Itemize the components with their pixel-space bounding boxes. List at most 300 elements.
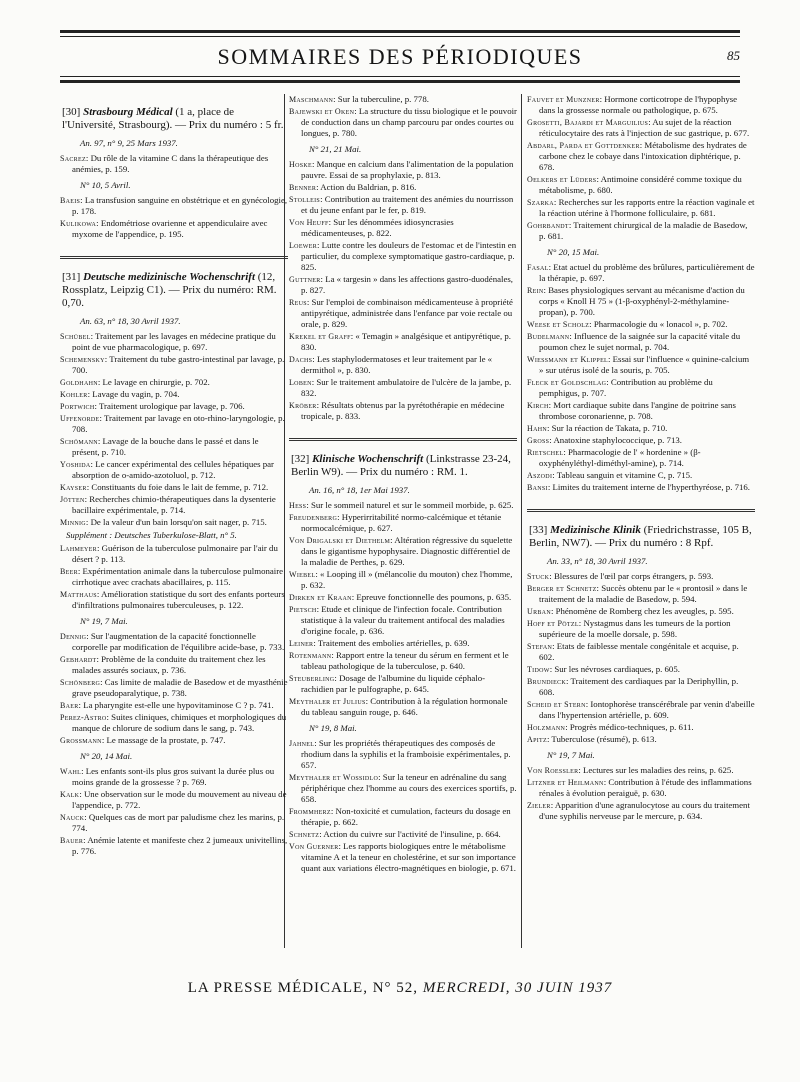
article-title: : Dosage de l'albumine du liquide céphalo-rachidien par le pulfographe, p. 645.	[301, 673, 486, 694]
author: Scheid et Stern	[527, 700, 586, 709]
author: Goldhahn	[60, 378, 98, 387]
article-title: : Endométriose ovarienne et appendiculaire avec myxome de l'appendice, p. 195.	[72, 218, 268, 239]
article-title: : Les enfants sont-ils plus gros suivant la durée plus ou moins grande de la grossesse ? p. 769.	[72, 766, 275, 787]
article-entry	[60, 401, 288, 412]
article-title: : Traitement du tube gastro-intestinal par lavage, p. 700.	[72, 354, 285, 375]
article-title: : Succès obtenu par le « prontosil » dans le traitement de la maladie de Basedow, p. 594.	[539, 583, 748, 604]
article-entry	[289, 106, 517, 139]
author: Yoshida	[60, 460, 91, 469]
author: Von Drigalski et Diethelm	[289, 536, 391, 545]
author: Schübel	[60, 332, 91, 341]
author: Gross	[527, 436, 550, 445]
journal-heading	[527, 524, 755, 550]
author: Dennig	[60, 632, 87, 641]
author: Budelmann	[527, 332, 570, 341]
article-title: : Bases physiologiques servant au mécanisme d'action du corps « Knoll H 75 » (1-β-oxyphényl-2-méthylamine-propan), p. 700.	[539, 285, 745, 317]
author: Perez-Astro	[60, 713, 107, 722]
article-title: : Etats de faiblesse mentale congénitale et acquise, p. 602.	[539, 641, 739, 662]
journal-info: (12, Rossplatz, Leipzig C1). — Prix du numéro: RM. 0,70.	[62, 271, 277, 309]
author: Bauer	[60, 836, 84, 845]
article-title: : Contribution à la régulation hormonale du tableau sanguin rouge, p. 646.	[301, 696, 508, 717]
author: Maschmann	[289, 95, 334, 104]
journal-heading	[60, 271, 288, 310]
article-title: : Sur les névroses cardiaques, p. 605.	[549, 664, 680, 674]
article-title: : Expérimentation animale dans la tuberculose pulmonaire cirrhotique avec crachats abacillaires, p. 115.	[72, 566, 284, 587]
journal-name: Medizinische Klinik	[550, 524, 641, 536]
author: Hess	[289, 501, 307, 510]
footer-journal: LA PRESSE MÉDICALE, N° 52,	[187, 980, 419, 996]
article-entry	[527, 140, 755, 173]
article-title: : Du rôle de la vitamine C dans la thérapeutique des anémies, p. 159.	[72, 153, 269, 174]
page-number: 85	[727, 48, 740, 63]
article-title: : Guérison de la tuberculose pulmonaire par l'air du désert ? p. 113.	[72, 543, 278, 564]
article-title: : Action du Baldrian, p. 816.	[316, 182, 417, 192]
article-entry	[60, 735, 288, 746]
header-rule-top	[60, 30, 740, 33]
article-title: : Le massage de la prostate, p. 747.	[101, 735, 226, 745]
author: Oelkers et Lüders	[527, 175, 597, 184]
author: Schnetz	[289, 830, 320, 839]
article-title: : La structure du tissu biologique et le pouvoir de conduction dans un champ parcouru par ondes courtes ou longues, p. 780.	[301, 106, 517, 138]
article-title: : Etude et clinique de l'infection focale. Contribution statistique à la valeur du traitement antifocal des maladies d'origine focale, p. 636.	[301, 604, 505, 636]
column-divider	[521, 94, 522, 948]
author: Rotenmann	[289, 651, 332, 660]
article-title: : Sur l'emploi de combinaison médicamenteuse à propriété antipyrétique, administrée dans l'enfance par voie rectale ou orale, p. 829.	[301, 297, 513, 329]
article-entry	[289, 377, 517, 399]
issue-date: An. 16, n° 18, 1er Mai 1937.	[309, 485, 410, 495]
author: Fauvet et Munzner	[527, 95, 600, 104]
article-title: : Hyperirritabilité normo-calcémique et tétanie normocalcémique, p. 627.	[301, 512, 502, 533]
article-title: : Contribution au traitement des anémies du nourrisson et du jeune enfant par le fer, p. 819.	[301, 194, 514, 215]
article-entry	[527, 676, 755, 698]
author: Apitz	[527, 735, 547, 744]
article-entry	[289, 738, 517, 771]
article-title: : Limites du traitement interne de l'hyperthyréose, p. 716.	[547, 482, 750, 492]
article-entry	[60, 677, 288, 699]
article-entry	[527, 423, 755, 434]
column-1	[60, 94, 288, 858]
article-title: : Lectures sur les maladies des reins, p. 625.	[578, 765, 734, 775]
article-title: : Action du cuivre sur l'activité de l'insuline, p. 664.	[319, 829, 501, 839]
author: Schömann	[60, 437, 98, 446]
article-entry	[60, 812, 288, 834]
article-entry	[60, 517, 288, 528]
article-title: : Mort cardiaque subite dans l'angine de poitrine sans thrombose coronarienne, p. 708.	[539, 400, 736, 421]
article-entry	[527, 765, 755, 776]
author: Reus	[289, 298, 307, 307]
author: Rein	[527, 286, 544, 295]
author: Stefan	[527, 642, 553, 651]
article-title: : Epreuve fonctionnelle des poumons, p. 635.	[351, 592, 512, 602]
author: Meythaler et Julius	[289, 697, 366, 706]
header-rule-bottom	[60, 76, 740, 77]
article-title: : Les rapports biologiques entre le métabolisme vitamine A et la teneur en cholestérine, et sur son importance quant aux variations électro-magnétiques en biologie, p. 671.	[301, 841, 516, 873]
journal-name: Strasbourg Médical	[83, 106, 173, 118]
journal-heading	[60, 106, 288, 132]
article-title: : Antimoine considéré comme toxique du métabolisme, p. 680.	[539, 174, 742, 195]
article-title: : Sur le sommeil naturel et sur le sommeil morbide, p. 625.	[306, 500, 514, 510]
issue-date: An. 97, n° 9, 25 Mars 1937.	[80, 138, 178, 148]
author: Fleck et Goldschlag	[527, 378, 607, 387]
article-entry	[527, 606, 755, 617]
article-entry	[527, 447, 755, 469]
author: Meythaler et Wossidlo	[289, 773, 379, 782]
article-entry	[60, 354, 288, 376]
author: Schönberg	[60, 678, 101, 687]
article-entry	[527, 435, 755, 446]
author: Kirch	[527, 401, 549, 410]
author: Leiner	[289, 639, 314, 648]
article-title: : Iontophorèse transcérébrale par venin d'abeille dans l'hypertension artérielle, p. 609.	[539, 699, 755, 720]
article-title: : Hormone corticotrope de l'hypophyse dans la grossesse normale ou pathologique, p. 675.	[539, 94, 738, 115]
journal-info: (1 a, place de l'Université, Strasbourg). — Prix du numéro : 5 fr.	[62, 106, 284, 131]
article-title: : « Temagin » analgésique et antipyrétique, p. 830.	[301, 331, 511, 352]
author: Benner	[289, 183, 317, 192]
author: Uffenorde	[60, 414, 100, 423]
article-entry	[289, 500, 517, 511]
author: Baeis	[60, 196, 81, 205]
article-title: : Traitement par lavage en oto-rhino-laryngologie, p. 708.	[72, 413, 285, 434]
article-title: : Le cancer expérimental des cellules hépatiques par absorption de o-amido-azotoluol, p. 712.	[72, 459, 274, 480]
article-entry	[289, 569, 517, 591]
author: Kröber	[289, 401, 317, 410]
article-title: : Tuberculose (résumé), p. 613.	[546, 734, 657, 744]
article-entry	[289, 638, 517, 649]
author: Kayser	[60, 483, 87, 492]
article-entry	[289, 696, 517, 718]
article-title: : Lutte contre les douleurs de l'estomac et de l'intestin en particulier, du complexe symptomatique gastro-cardiaque, p. 825.	[301, 240, 517, 272]
issue-date: N° 20, 14 Mai.	[80, 751, 133, 761]
article-entry	[289, 182, 517, 193]
author: Freudenberg	[289, 513, 338, 522]
journal-number: [32]	[291, 453, 310, 465]
article-title: : Sur l'augmentation de la capacité fonctionnelle corporelle par modification de l'équilibre acide-base, p. 733.	[72, 631, 285, 652]
article-entry	[527, 262, 755, 284]
author: Pietsch	[289, 605, 317, 614]
article-entry	[60, 589, 288, 611]
author: Minnig	[60, 518, 86, 527]
article-entry	[527, 734, 755, 745]
article-title: : Pharmacologie de l' « hordenine » (β-oxyphényléthyl-diméthyl-amine), p. 714.	[539, 447, 701, 468]
article-title: : Au sujet de la réaction réticulocytaire des rats à l'injection de suc gastrique, p. 677.	[539, 117, 750, 138]
article-title: : Amélioration statistique du sort des enfants porteurs d'infiltrations pulmonaires tuberculeuses, p. 122.	[72, 589, 285, 610]
author: Abdarl, Parda et Gottdenker	[527, 141, 640, 150]
article-title: : Recherches chimio-thérapeutiques dans la dysenterie bacillaire expérimentale, p. 714.	[72, 494, 276, 515]
author: Fasal	[527, 263, 549, 272]
author: Kalk	[60, 790, 80, 799]
article-entry	[60, 700, 288, 711]
author: Gebhardt	[60, 655, 97, 664]
author: Wiebel	[289, 570, 316, 579]
article-entry	[289, 331, 517, 353]
author: Schemensky	[60, 355, 105, 364]
article-entry	[60, 389, 288, 400]
author: Zieler	[527, 801, 551, 810]
author: Nauck	[60, 813, 85, 822]
author: Kulikowa	[60, 219, 97, 228]
article-entry	[527, 220, 755, 242]
section-separator	[60, 256, 288, 259]
page-footer	[60, 980, 740, 997]
article-title: : Nystagmus dans les tumeurs de la portion supérieure de la moelle dorsale, p. 598.	[539, 618, 731, 639]
author: Hoske	[289, 160, 312, 169]
author: Dirken et Kraan	[289, 593, 352, 602]
journal-number: [30]	[62, 106, 81, 118]
article-title: : Sur les propriétés thérapeutiques des composés de rhodium dans la syphilis et la framboisie expérimentales, p. 657.	[301, 738, 511, 770]
article-title: : Sur la réaction de Takata, p. 710.	[546, 423, 668, 433]
author: Bajewski et Oken	[289, 107, 355, 116]
article-title: : Rapport entre la teneur du sérum en ferment et le tableau pathologique de la tuberculose, p. 640.	[301, 650, 509, 671]
article-entry	[289, 274, 517, 296]
article-title: : Problème de la conduite du traitement chez les malades assurés sociaux, p. 736.	[72, 654, 266, 675]
journal-name: Deutsche medizinische Wochenschrift	[83, 271, 256, 283]
article-title: : Traitement urologique par lavage, p. 706.	[94, 401, 245, 411]
article-entry	[289, 673, 517, 695]
article-entry	[60, 413, 288, 435]
article-title: : Le lavage en chirurgie, p. 702.	[97, 377, 210, 387]
author: Hoff et Pötzl	[527, 619, 579, 628]
article-entry	[527, 571, 755, 582]
article-title: : Sur les dénommées idiosyncrasies médicamenteuses, p. 822.	[301, 217, 454, 238]
article-entry	[527, 664, 755, 675]
article-entry	[60, 712, 288, 734]
journal-info: (Linkstrasse 23-24, Berlin W9). — Prix du numéro : RM. 1.	[291, 453, 511, 478]
article-title: : Suites cliniques, chimiques et morphologiques du manque de chlorure de sodium dans le sang, p. 743.	[72, 712, 287, 733]
article-entry	[527, 354, 755, 376]
article-entry	[527, 331, 755, 353]
article-title: : Les staphylodermatoses et leur traitement par le « dermithol », p. 830.	[301, 354, 493, 375]
article-title: : Manque en calcium dans l'alimentation de la population pauvre. Essai de sa prophylaxie, p. 813.	[301, 159, 514, 180]
issue-date: N° 19, 7 Mai.	[547, 750, 595, 760]
article-entry	[60, 766, 288, 788]
article-entry	[527, 319, 755, 330]
article-title: : Traitement chirurgical de la maladie de Basedow, p. 681.	[539, 220, 748, 241]
article-title: : Apparition d'une agranulocytose au cours du traitement d'une syphilis nerveuse par le mercure, p. 634.	[539, 800, 750, 821]
author: Tidow	[527, 665, 550, 674]
author: Lahmeyer	[60, 544, 97, 553]
article-entry	[289, 94, 517, 105]
article-entry	[289, 400, 517, 422]
author: Wiessmann et Klippel	[527, 355, 608, 364]
article-entry	[60, 631, 288, 653]
article-title: : La pharyngite est-elle une hypovitaminose C ? p. 741.	[78, 700, 274, 710]
article-title: : Cas limite de maladie de Basedow et de myasthénie grave pseudoparalytique, p. 738.	[72, 677, 288, 698]
author: Sacrez	[60, 154, 86, 163]
author: Loben	[289, 378, 312, 387]
author: Dachs	[289, 355, 313, 364]
section-separator	[527, 509, 755, 512]
article-title: : Métabolisme des hydrates de carbone chez le cobaye dans l'intoxication diphtérique, p. 678.	[539, 140, 747, 172]
issue-date: N° 21, 21 Mai.	[309, 144, 362, 154]
article-entry	[527, 699, 755, 721]
author: Litzner et Heilmann	[527, 778, 604, 787]
article-title: : Blessures de l'œil par corps étrangers, p. 593.	[549, 571, 714, 581]
journal-number: [33]	[529, 524, 548, 536]
author: Steuberling	[289, 674, 335, 683]
journal-number: [31]	[62, 271, 81, 283]
author: Portwich	[60, 402, 95, 411]
author: Loewer	[289, 241, 318, 250]
section-separator	[289, 438, 517, 441]
article-title: : Lavage de la bouche dans le passé et dans le présent, p. 710.	[72, 436, 259, 457]
author: Wahl	[60, 767, 82, 776]
article-title: : La transfusion sanguine en obstétrique et en gynécologie, p. 178.	[72, 195, 288, 216]
article-entry	[289, 604, 517, 637]
issue-date: An. 33, n° 18, 30 Avril 1937.	[547, 556, 648, 566]
author: Matthaus	[60, 590, 97, 599]
article-title: : Traitement des embolies artérielles, p. 639.	[313, 638, 470, 648]
author: Von Guerner	[289, 842, 339, 851]
article-title: : Tableau sanguin et vitamine C, p. 715.	[552, 470, 693, 480]
header-rule-bottom-thick	[60, 80, 740, 83]
article-title: : Une observation sur le mode du mouvement au niveau de l'appendice, p. 772.	[72, 789, 287, 810]
article-title: : Altération régressive du squelette dans le gigantisme hypophysaire. Diagnostic différentiel de la maladie de Perthes, p. 629.	[301, 535, 513, 567]
issue-date: An. 63, n° 18, 30 Avril 1937.	[80, 316, 181, 326]
article-entry	[60, 218, 288, 240]
article-entry	[60, 331, 288, 353]
article-entry	[289, 841, 517, 874]
article-entry	[527, 482, 755, 493]
article-entry	[527, 94, 755, 116]
article-title: : La « targesin » dans les affections gastro-duodénales, p. 827.	[301, 274, 513, 295]
author: Guttner	[289, 275, 321, 284]
article-entry	[527, 722, 755, 733]
article-entry	[60, 436, 288, 458]
author: Stolleis	[289, 195, 321, 204]
article-title: : Contribution au problème du pemphigus, p. 707.	[539, 377, 713, 398]
author: Grossmann	[60, 736, 102, 745]
article-entry	[527, 400, 755, 422]
author: Stuck	[527, 572, 550, 581]
column-2	[289, 94, 517, 875]
author: Von Heuff	[289, 218, 329, 227]
article-entry	[527, 618, 755, 640]
author: Bansi	[527, 483, 548, 492]
article-title: : Traitement des cardiaques par la Deriphyllin, p. 608.	[539, 676, 739, 697]
author: Grosetti, Bajardi et Marguilius	[527, 118, 649, 127]
article-entry	[60, 543, 288, 565]
author: Von Roessler	[527, 766, 579, 775]
article-entry	[289, 512, 517, 534]
journal-heading	[289, 453, 517, 479]
article-title: : Progrès médico-techniques, p. 611.	[565, 722, 694, 732]
journal-info: (Friedrichstrasse, 105 B, Berlin, NW7). — Prix du numéro : 8 Rpf.	[529, 524, 752, 549]
author: Jahnel	[289, 739, 315, 748]
issue-date: N° 19, 7 Mai.	[80, 616, 128, 626]
article-entry	[527, 174, 755, 196]
column-3	[527, 94, 755, 823]
article-title: : Traitement par les lavages en médecine pratique du point de vue pharmacologique, p. 697.	[72, 331, 276, 352]
journal-name: Klinische Wochenschrift	[312, 453, 424, 465]
article-entry	[60, 835, 288, 857]
article-title: : De la valeur d'un bain lorsqu'on sait nager, p. 715.	[85, 517, 267, 527]
article-entry	[527, 470, 755, 481]
article-entry	[289, 217, 517, 239]
article-entry	[60, 566, 288, 588]
author: Krekel et Graff	[289, 332, 351, 341]
article-title: : Anatoxine staphylococcique, p. 713.	[549, 435, 682, 445]
article-title: : Phénomène de Romberg chez les aveugles, p. 595.	[550, 606, 734, 616]
article-title: : Résultats obtenus par la pyrétothérapie en médecine tropicale, p. 833.	[301, 400, 505, 421]
article-entry	[289, 535, 517, 568]
article-entry	[527, 377, 755, 399]
author: Gohrbandt	[527, 221, 569, 230]
article-entry	[60, 459, 288, 481]
article-title: : Non-toxicité et cumulation, facteurs du dosage en thérapie, p. 662.	[301, 806, 511, 827]
article-title: : Etat actuel du problème des brûlures, particulièrement de la thérapie, p. 697.	[539, 262, 755, 283]
header-rule-top-thin	[60, 36, 740, 37]
author: Jötten	[60, 495, 85, 504]
article-entry	[60, 654, 288, 676]
article-entry	[289, 829, 517, 840]
author: Berger et Schnetz	[527, 584, 597, 593]
article-entry	[527, 800, 755, 822]
article-title: : Essai sur l'influence « quinine-calcium » sur utérus isolé de la souris, p. 705.	[539, 354, 750, 375]
article-title: : Constituants du foie dans le lait de femme, p. 712.	[86, 482, 269, 492]
article-entry	[289, 806, 517, 828]
article-title: : Recherches sur les rapports entre la réaction vaginale et la réaction utérine à l'hormone folliculaire, p. 681.	[539, 197, 755, 218]
article-entry	[289, 354, 517, 376]
issue-date: N° 10, 5 Avril.	[80, 180, 131, 190]
article-title: : Anémie latente et manifeste chez 2 jumeaux univitellins, p. 776.	[72, 835, 288, 856]
article-entry	[527, 583, 755, 605]
article-title: : Influence de la saignée sur la capacité vitale du poumon chez le sujet normal, p. 704.	[539, 331, 741, 352]
issue-date: N° 20, 15 Mai.	[547, 247, 600, 257]
article-entry	[60, 153, 288, 175]
article-entry	[527, 197, 755, 219]
article-entry	[289, 592, 517, 603]
footer-date: MERCREDI, 30 JUIN 1937	[422, 980, 613, 996]
article-title: : Contribution à l'étude des inflammations rénales à évolution peraiguë, p. 630.	[539, 777, 752, 798]
author: Baer	[60, 701, 79, 710]
article-title: : Sur la tuberculine, p. 778.	[333, 94, 429, 104]
article-entry	[60, 377, 288, 388]
article-entry	[289, 194, 517, 216]
author: Aszodi	[527, 471, 553, 480]
article-entry	[289, 240, 517, 273]
author: Holzmann	[527, 723, 566, 732]
article-entry	[60, 482, 288, 493]
article-entry	[60, 494, 288, 516]
author: Beer	[60, 567, 78, 576]
author: Frommherz	[289, 807, 331, 816]
article-title: : « Looping ill » (mélancolie du mouton) chez l'homme, p. 632.	[301, 569, 513, 590]
article-entry	[527, 777, 755, 799]
author: Weese et Scholz	[527, 320, 590, 329]
article-entry	[289, 159, 517, 181]
author: Rietschel	[527, 448, 564, 457]
article-entry	[289, 650, 517, 672]
author: Szarka	[527, 198, 554, 207]
article-entry	[527, 117, 755, 139]
issue-date: N° 19, 8 Mai.	[309, 723, 357, 733]
article-entry	[527, 641, 755, 663]
author: Urban	[527, 607, 551, 616]
page-title: SOMMAIRES DES PÉRIODIQUES	[217, 44, 583, 69]
article-title: : Sur la teneur en adrénaline du sang périphérique chez l'homme au cours des exercices sportifs, p. 658.	[301, 772, 517, 804]
article-entry	[289, 297, 517, 330]
supplement-note: Supplément : Deutsches Tuberkulose-Blatt, n° 5.	[66, 530, 237, 540]
article-title: : Lavage du vagin, p. 704.	[87, 389, 180, 399]
article-entry	[289, 772, 517, 805]
article-title: : Sur le traitement ambulatoire de l'ulcère de la jambe, p. 832.	[301, 377, 512, 398]
article-entry	[60, 195, 288, 217]
author: Brundieck	[527, 677, 567, 686]
author: Kohler	[60, 390, 88, 399]
article-entry	[60, 789, 288, 811]
article-entry	[527, 285, 755, 318]
article-title: : Quelques cas de mort par paludisme chez les marins, p. 774.	[72, 812, 285, 833]
